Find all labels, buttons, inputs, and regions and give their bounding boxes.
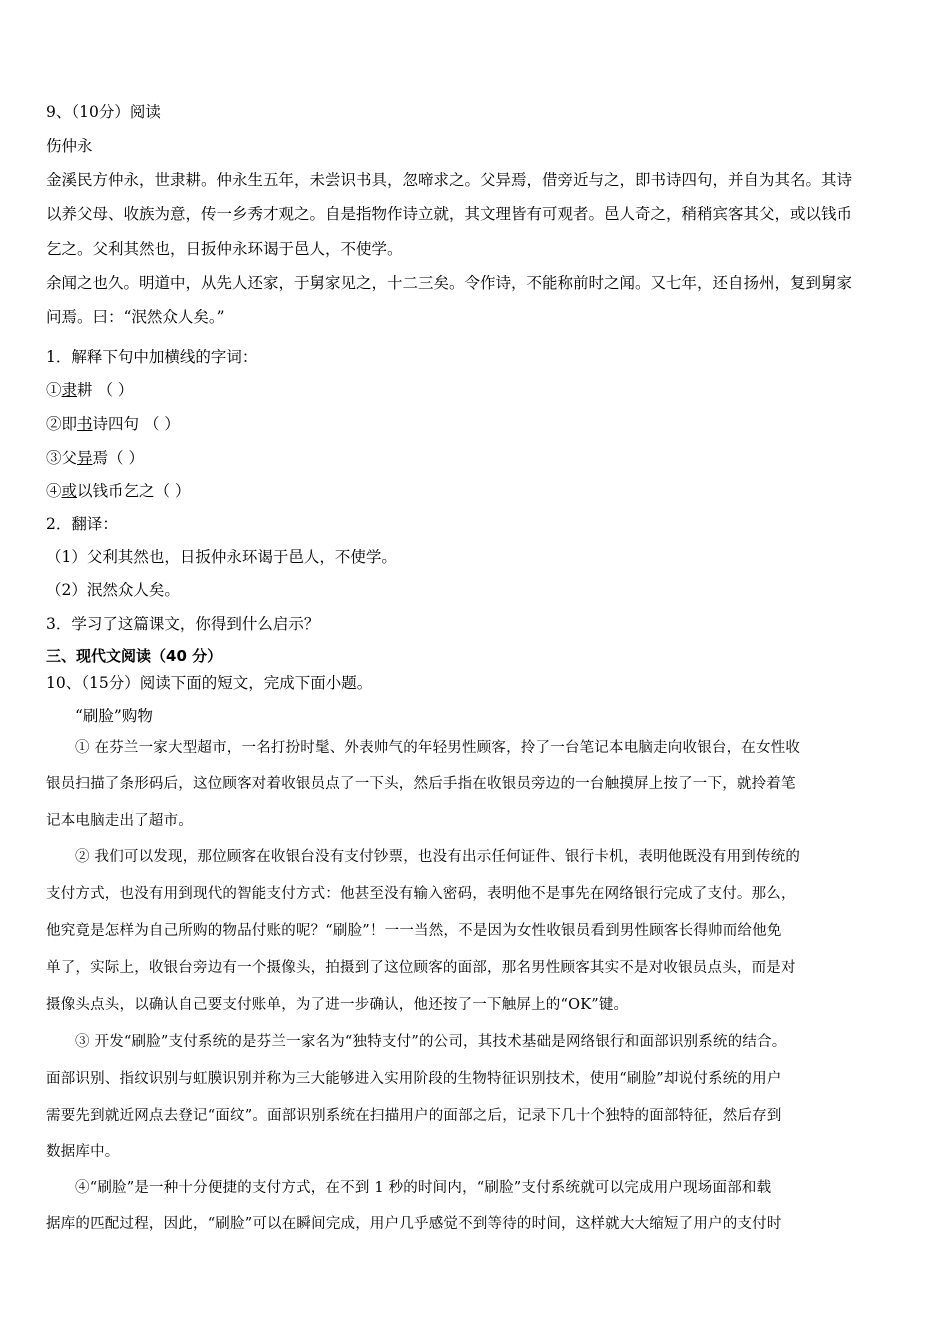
q9-title: 伤仲永	[46, 137, 93, 155]
q9-item-1: ①隶耕 （ ）	[46, 381, 134, 399]
q9-translate-2: （2）泯然众人矣。	[46, 581, 180, 599]
q9-sub1: 1．解释下句中加横线的字词：	[46, 348, 258, 366]
article-line: 面部识别、指纹识别与虹膜识别并称为三大能够进入实用阶段的生物特征识别技术，使用“刷脸”却说付系统的用户	[46, 1071, 782, 1087]
q9-para2-line1: 余闻之也久。明道中，从先人还家，于舅家见之，十二三矣。令作诗，不能称前时之闻。又七年，还自扬州，复到舅家	[46, 274, 853, 292]
q9-sub2: 2．翻译：	[46, 515, 118, 533]
q9-para2-line2: 问焉。曰：“泯然众人矣。”	[46, 308, 225, 326]
article-line: 据库的匹配过程，因此，“刷脸”可以在瞬间完成，用户几乎感觉不到等待的时间，这样就大大缩短了用户的支付时	[46, 1216, 782, 1232]
article-line: 他究竟是怎样为自己所购的物品付账的呢？“刷脸”！一一当然，不是因为女性收银员看到男性顾客长得帅而给他免	[46, 923, 782, 939]
article-line: 摄像头点头，以确认自己要支付账单，为了进一步确认，他还按了一下触屏上的“OK”键。	[46, 997, 629, 1013]
article-line: 单了，实际上，收银台旁边有一个摄像头，拍摄到了这位顾客的面部，那名男性顾客其实不是对收银员点头，而是对	[46, 960, 796, 976]
article-line: ③ 开发“刷脸”支付系统的是芬兰一家名为“独特支付”的公司，其技术基础是网络银行和面部识别系统的结合。	[75, 1034, 787, 1050]
underlined-word: 或	[61, 482, 78, 500]
article-line: 数据库中。	[46, 1144, 120, 1160]
article-line: 记本电脑走出了超市。	[46, 813, 193, 829]
underlined-word: 异	[77, 449, 93, 467]
q9-item-2: ②即书诗四句 （ ）	[46, 415, 180, 433]
q9-sub3: 3．学习了这篇课文，你得到什么启示？	[46, 615, 320, 633]
article-title: “刷脸”购物	[75, 707, 153, 725]
article-line: ④“刷脸”是一种十分便捷的支付方式，在不到 1 秒的时间内，“刷脸”支付系统就可以完成用户现场面部和载	[75, 1180, 772, 1196]
q9-para1-line1: 金溪民方仲永，世隶耕。仲永生五年，未尝识书具，忽啼求之。父异焉，借旁近与之，即书诗四句，并自为其名。其诗	[46, 171, 853, 189]
q9-translate-1: （1）父利其然也，日扳仲永环谒于邑人，不使学。	[46, 548, 397, 566]
article-line: 需要先到就近网点去登记“面纹”。面部识别系统在扫描用户的面部之后，记录下几十个独特的面部特征，然后存到	[46, 1108, 782, 1124]
article-line: ② 我们可以发现，那位顾客在收银台没有支付钞票，也没有出示任何证件、银行卡机，表明他既没有用到传统的	[75, 849, 801, 865]
q9-para1-line3: 乞之。父利其然也，日扳仲永环谒于邑人，不使学。	[46, 240, 403, 258]
section-heading: 三、现代文阅读（40 分）	[46, 647, 223, 665]
q9-item-3: ③父异焉（ ）	[46, 449, 144, 467]
q9-item-4: ④或以钱币乞之（ ）	[46, 482, 191, 500]
underlined-word: 隶	[61, 381, 78, 399]
q9-para1-line2: 以养父母、收族为意，传一乡秀才观之。自是指物作诗立就，其文理皆有可观者。邑人奇之，稍稍宾客其父，或以钱币	[46, 205, 853, 223]
q9-header: 9、（10分）阅读	[46, 103, 161, 121]
article-line: 支付方式，也没有用到现代的智能支付方式：他甚至没有输入密码，表明他不是事先在网络银行完成了支付。那么，	[46, 886, 796, 902]
q10-header: 10、（15分）阅读下面的短文，完成下面小题。	[46, 674, 373, 692]
underlined-word: 书	[77, 415, 93, 433]
article-line: ① 在芬兰一家大型超市，一名打扮时髦、外表帅气的年轻男性顾客，拎了一台笔记本电脑走向收银台，在女性收	[75, 740, 801, 756]
article-line: 银员扫描了条形码后，这位顾客对着收银员点了一下头，然后手指在收银员旁边的一台触摸屏上按了一下，就拎着笔	[46, 776, 796, 792]
